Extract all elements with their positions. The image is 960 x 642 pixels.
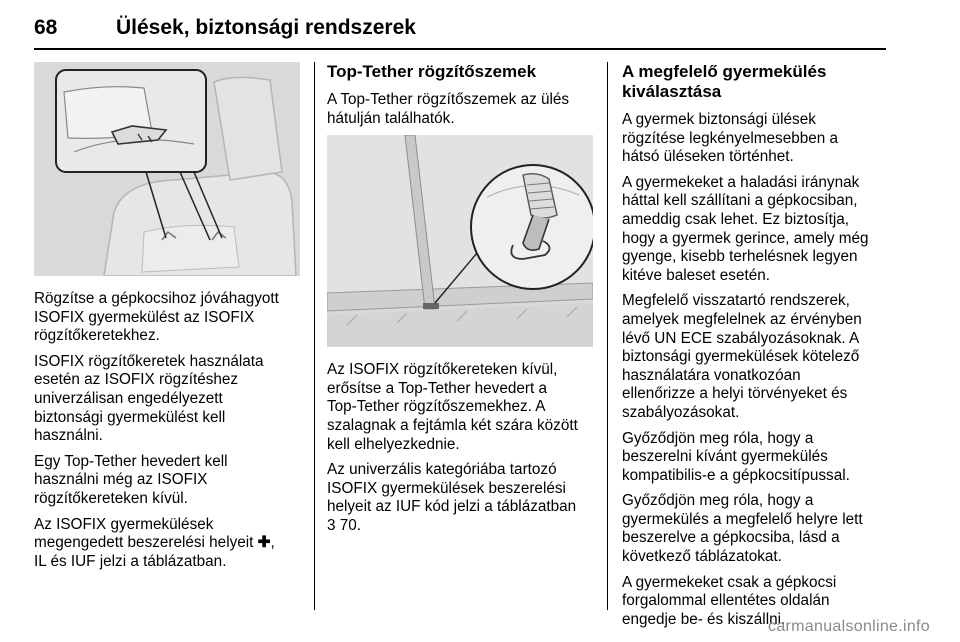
isofix-seat-illustration — [34, 62, 300, 276]
column-1 — [34, 62, 300, 578]
column-3 — [622, 62, 888, 636]
body-paragraph: A gyermek biztonsági ülések rögzítése legkényelmesebben a hátsó üléseken történhet. — [622, 111, 838, 166]
paragraph-text: , IL és IUF jelzi a táblázatban. — [34, 534, 275, 570]
page-header — [34, 10, 886, 46]
body-paragraph — [327, 461, 593, 535]
body-paragraph: Megfelelő visszatartó rendszerek, amelyek megfelelnek az érvényben lévő UN ECE szabályozásoknak. A biztonsági gyermekülések kötelező használatára vonatkozóan ellenőrizze a helyi törvényeket és szabályozásokat. — [622, 292, 862, 421]
isofix-plus-icon: ✚ — [257, 534, 271, 552]
column-2 — [327, 62, 593, 543]
body-paragraph: Egy Top-Tether hevedert kell használni még az ISOFIX rögzítőkereteken kívül. — [34, 452, 228, 507]
top-tether-illustration — [327, 135, 593, 347]
body-paragraph: ISOFIX rögzítőkeretek használata esetén az ISOFIX rögzítéshez univerzálisan engedélyezett biztonsági gyermekülést kell használni. — [34, 352, 264, 445]
section-heading: Top-Tether rögzítőszemek — [327, 62, 537, 81]
body-paragraph: Győződjön meg róla, hogy a gyermekülés a megfelelő helyre lett beszerelve a gépkocsiba, lásd a következő táblázatokat. — [622, 492, 863, 566]
paragraph-text: 70. — [335, 516, 362, 534]
page-reference-icon: 3 — [327, 516, 336, 534]
body-paragraph: A Top-Tether rögzítőszemek az ülés hátulján találhatók. — [327, 91, 570, 127]
body-paragraph: A gyermekeket csak a gépkocsi forgalommal ellentétes oldalán engedje be- és kiszállni. — [622, 573, 837, 628]
page-title: Ülések, biztonsági rendszerek — [116, 16, 416, 39]
page-number: 68 — [34, 16, 58, 39]
column-divider — [607, 62, 608, 610]
body-paragraph: Az ISOFIX rögzítőkereteken kívül, erősítse a Top-Tether hevedert a Top-Tether rögzítőszemekhez. A szalagnak a fejtámla két szára között kell elhelyezkednie. — [327, 361, 578, 453]
body-paragraph: A gyermekeket a haladási iránynak háttal kell szállítani a gépkocsiban, ameddig csak lehet. Ez biztosítja, hogy a gyermek gerince, amely még gyenge, kisebb terhelésnek legyen kitéve baleset esetén. — [622, 173, 869, 284]
body-paragraph: Győződjön meg róla, hogy a beszerelni kívánt gyermekülés kompatibilis-e a gépkocsitípussal. — [622, 429, 850, 484]
paragraph-text: Az ISOFIX gyermekülések megengedett beszerelési helyeit — [34, 515, 254, 552]
paragraph-text: Az univerzális kategóriába tartozó ISOFIX gyermekülések beszerelési helyeit az IUF kód jelzi a táblázatban — [327, 461, 577, 516]
column-divider — [314, 62, 315, 610]
header-rule — [34, 48, 886, 50]
body-paragraph — [34, 516, 300, 572]
footer-watermark: carmanualsonline.info — [768, 618, 930, 635]
section-heading: A megfelelő gyermekülés kiválasztása — [622, 62, 827, 101]
body-paragraph: Rögzítse a gépkocsihoz jóváhagyott ISOFIX gyermekülést az ISOFIX rögzítőkeretekhez. — [34, 290, 279, 345]
